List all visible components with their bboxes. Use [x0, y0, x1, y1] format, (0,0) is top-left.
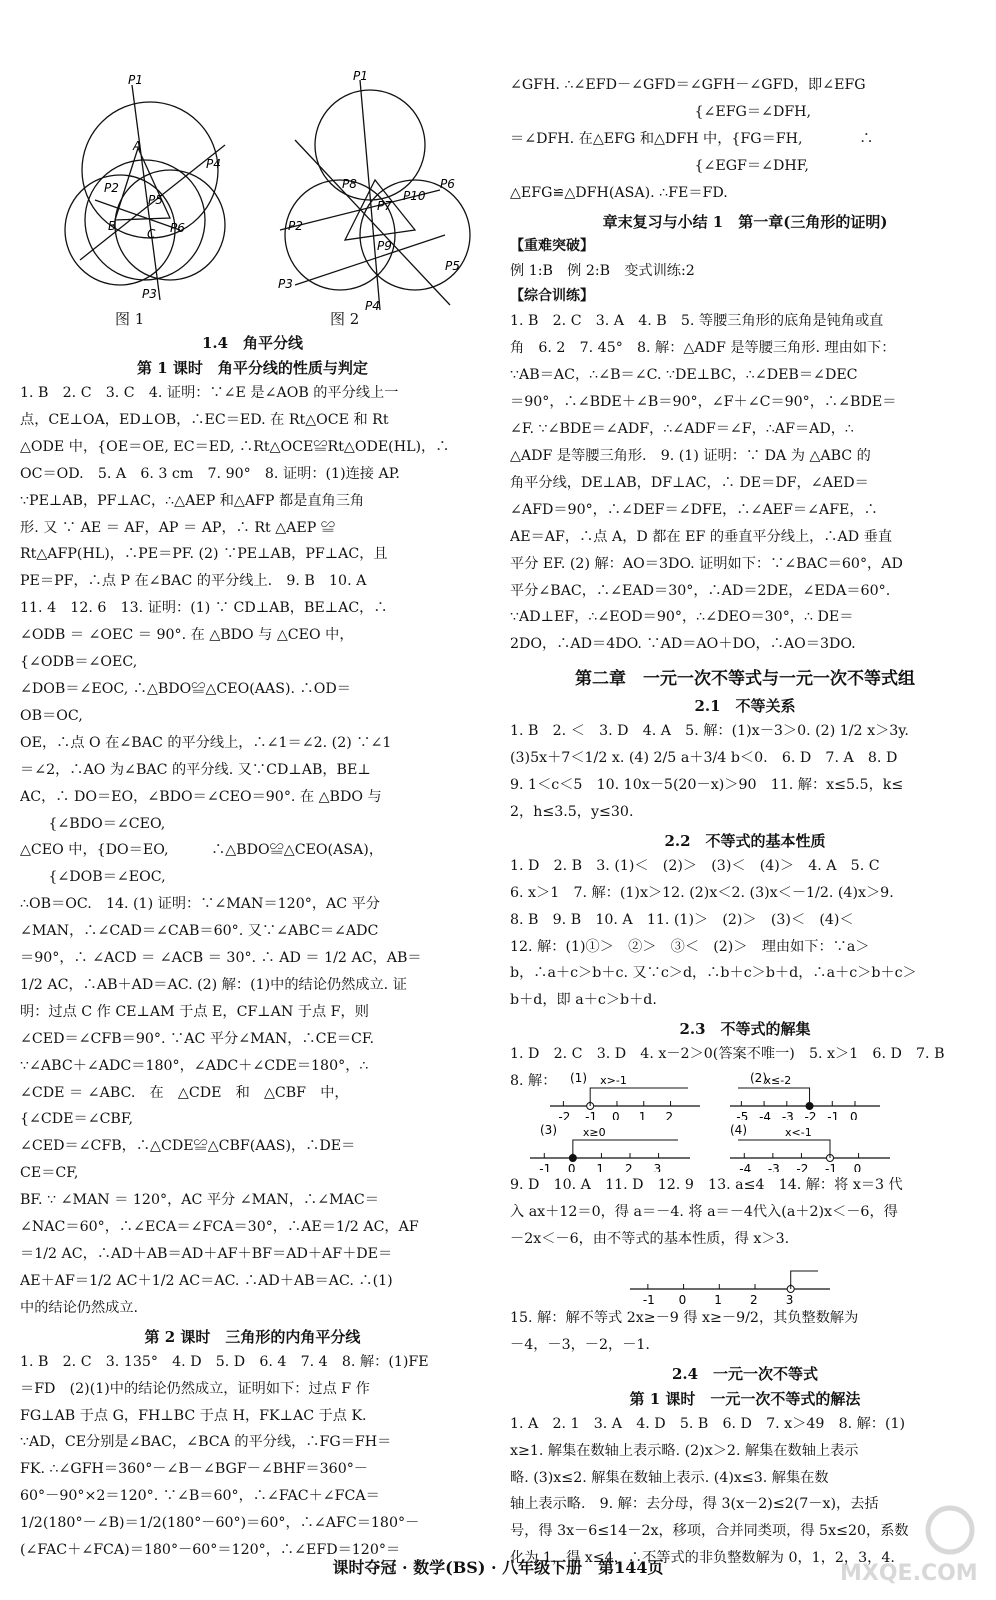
lesson-1-line: ∴OB＝OC. 14. (1) 证明：∵∠MAN＝120°，AC 平分 [20, 896, 380, 913]
figure-1-caption: 图 1 [115, 310, 145, 328]
lesson-1-title: 第 1 课时 角平分线的性质与判定 [137, 359, 368, 377]
watermark-logo [830, 1490, 980, 1590]
lesson-1-line: PE＝PF，∴点 P 在∠BAC 的平分线上. 9. B 10. A [20, 573, 367, 590]
number-lines-1-2 [510, 1068, 980, 1120]
tick-label: 0 [850, 1110, 858, 1121]
lesson-1-line: ∵∠ABC＋∠ADC＝180°，∠ADC＋∠CDE＝180°，∴ [20, 1057, 369, 1074]
review-line: 1. B 2. C 3. A 4. B 5. 等腰三角形的底角是钝角或直 [510, 313, 884, 330]
section-2-2-title: 2.2 不等式的基本性质 [664, 831, 826, 850]
figure-2 [280, 80, 470, 310]
fig2-point-label: P7 [377, 199, 392, 213]
fig2-point-label: P5 [445, 259, 460, 273]
review-answers [510, 308, 980, 658]
fig2-point-label: P4 [365, 299, 380, 310]
lesson-1-line: ∠CDE ＝ ∠ABC. 在 △CDE 和 △CBF 中， [20, 1084, 349, 1101]
lesson-2-answers [20, 1349, 485, 1564]
section-2-2-line: 12. 解：(1)①＞ ②＞ ③＜ (2)＞ 理由如下：∵a＞ [510, 938, 870, 955]
fig2-point-label: P2 [288, 219, 303, 233]
continued-answers [510, 72, 980, 207]
section-2-2-line: 1. D 2. B 3. (1)＜ (2)＞ (3)＜ (4)＞ 4. A 5. C [510, 857, 880, 874]
tick-label: 3 [653, 1162, 662, 1173]
lesson-1-line: ＝90°，∴ ∠ACD ＝ ∠ACB ＝ 30°. ∴ AD ＝ 1/2 AC，AB＝ [20, 950, 422, 967]
section-2-2-line: b＋d，即 a＋c＞b＋d. [510, 992, 657, 1009]
fig2-point-label: P6 [440, 177, 455, 191]
tag-key-points: 【重难突破】 [510, 237, 594, 254]
tick-label: 0 [678, 1292, 687, 1305]
review-line: ∵AD⊥EF，∴∠EOD＝90°，∴∠DEO＝30°，∴ DE＝ [510, 609, 854, 626]
continued-line: ＝∠DFH. 在△EFG 和△DFH 中，{FG＝FH, ∴ [510, 130, 874, 147]
review-line: 角 6. 2 7. 45° 8. 解：△ADF 是等腰三角形. 理由如下： [510, 340, 896, 357]
section-2-3-after-line: 15. 解：解不等式 2x≥－9 得 x≥－9/2，其负整数解为 [510, 1309, 859, 1326]
tick-label: 0 [611, 1110, 620, 1121]
lesson-2-line: 1. B 2. C 3. 135° 4. D 5. D 6. 4 7. 4 8. 解：(1)FE [20, 1353, 429, 1370]
tick-label: 2 [665, 1110, 674, 1121]
tick-label: 0 [853, 1162, 862, 1173]
solution-range [590, 1088, 688, 1106]
lesson-1-line: {∠DOB＝∠EOC, [20, 869, 166, 886]
lesson-1-line: CE＝CF, [20, 1165, 79, 1182]
numline-4-label: (4) [730, 1123, 747, 1138]
solution-range [791, 1271, 818, 1289]
solution-range [573, 1140, 678, 1158]
number-line-n5 [630, 1271, 830, 1305]
review-line: ∠AFD＝90°，∴∠DEF＝∠DFE，∴∠AEF＝∠AFE，∴ [510, 501, 878, 518]
lesson-1-line: Rt△AFP(HL)，∴PE＝PF. (2) ∵PE⊥AB，PF⊥AC，且 [20, 546, 388, 563]
lesson-2-line: (∠FAC＋∠FCA)＝180°－60°＝120°，∴∠EFD＝120°＝ [20, 1542, 401, 1559]
lesson-1-line: 形. 又 ∵ AE ＝ AF，AP ＝ AP，∴ Rt △AEP ≌ [20, 519, 336, 536]
number-lines-row-1 [510, 1068, 980, 1120]
section-2-3-title: 2.3 不等式的解集 [679, 1020, 811, 1039]
tick-label: -2 [558, 1110, 571, 1121]
lesson-1-line: 点，CE⊥OA，ED⊥OB，∴EC＝ED. 在 Rt△OCE 和 Rt [20, 411, 389, 428]
lesson-1-line: △ODE 中，{OE＝OE, EC＝ED, ∴Rt△OCE≌Rt△ODE(HL)，∴ [20, 438, 450, 455]
tick-label: 1 [596, 1162, 605, 1173]
tick-label: -1 [539, 1162, 552, 1173]
tick-label: 1 [638, 1110, 647, 1121]
section-2-3-line: －2x＜－6，由不等式的基本性质，得 x＞3. [510, 1231, 790, 1247]
numline-3-label: (3) [540, 1123, 557, 1138]
q8-label: 8. 解： [510, 1073, 557, 1090]
svg-text:MXQE.COM: MXQE.COM [840, 1561, 978, 1586]
fig1-point-label: P2 [104, 181, 119, 195]
number-line-row-3 [510, 1253, 980, 1305]
section-2-4-line: 1. A 2. 1 3. A 4. D 5. B 6. D 7. x＞49 8. 解：(1) [510, 1415, 906, 1432]
review-line: 角平分线，DE⊥AB，DF⊥AC，∴ DE＝DF，∠AED＝ [510, 474, 869, 491]
review-line: △ADF 是等腰三角形. 9. (1) 证明：∵ DA 为 △ABC 的 [510, 447, 871, 464]
figure-1 [65, 85, 225, 300]
lesson-2-line: FG⊥AB 于点 G，FH⊥BC 于点 H，FK⊥AC 于点 K. [20, 1407, 367, 1424]
lesson-1-line: 1. B 2. C 3. C 4. 证明：∵∠E 是∠AOB 的平分线上一 [20, 385, 399, 401]
lesson-1-line: AE＋AF＝1/2 AC＋1/2 AC＝AC. ∴AD＋AB＝AC. ∴(1) [20, 1272, 393, 1289]
page-footer: 课时夺冠 · 数学(BS) · 八年级下册 第144页 [332, 1558, 664, 1577]
lesson-1-line: ∠DOB＝∠EOC, ∴△BDO≌△CEO(AAS). ∴OD＝ [20, 680, 351, 697]
section-2-1-line: (3)5x＋7＜1/2 x. (4) 2/5 a＋3/4 b＜0. 6. D 7. A 8. D [510, 750, 898, 767]
fig1-point-label: P5 [148, 193, 163, 207]
section-2-4-title: 2.4 一元一次不等式 [671, 1364, 819, 1383]
fig2-point-label: P3 [278, 277, 293, 291]
lesson-1-line: ∵PE⊥AB，PF⊥AC，∴△AEP 和△AFP 都是直角三角 [20, 492, 365, 509]
lesson-1-line: 11. 4 12. 6 13. 证明：(1) ∵ CD⊥AB，BE⊥AC，∴ [20, 600, 388, 617]
tick-label: 2 [625, 1162, 633, 1173]
number-lines-row-2 [510, 1120, 980, 1172]
solution-range [738, 1088, 810, 1106]
lesson-2-line: 1/2(180°－∠B)＝1/2(180°－60°)＝60°，∴∠AFC＝180°－ [20, 1515, 420, 1532]
figures [20, 70, 485, 328]
section-2-3-answers [510, 1172, 980, 1253]
tick-label: -3 [767, 1162, 780, 1173]
tick-label: -1 [642, 1292, 655, 1305]
numline-1-label: (1) [570, 1071, 587, 1086]
section-2-3-line: 入 ax＋12＝0，得 a＝－4. 将 a＝－4代入(a＋2)x＜－6，得 [510, 1204, 898, 1221]
review-line: ∠F. ∵∠BDE＝∠ADF，∴∠ADF＝∠F，∴AF＝AD，∴ [510, 421, 854, 438]
tick-label: -4 [759, 1110, 772, 1121]
review-line: ∵AB＝AC，∴∠B＝∠C. ∵DE⊥BC，∴∠DEB＝∠DEC [510, 367, 858, 384]
fig2-point-label: P10 [403, 189, 426, 203]
figure-2-caption: 图 2 [330, 310, 360, 328]
section-2-1-line: 1. B 2. ＜ 3. D 4. A 5. 解：(1)x－3＞0. (2) 1/2 x＞3y. [510, 723, 909, 740]
section-2-2-line: b，∴a＋c＞b＋c. 又∵c＞d，∴b＋c＞b＋d，∴a＋c＞b＋c＞ [510, 965, 917, 982]
geometry-figures [20, 70, 485, 310]
lesson-2-line: FK. ∴∠GFH＝360°－∠B－∠BGF－∠BHF＝360°－ [20, 1461, 368, 1478]
tick-label: -1 [585, 1110, 598, 1121]
lesson-1-line: {∠ODB＝∠OEC, [20, 654, 138, 671]
section-2-4-line: 号，得 3x－6≤14－2x，移项，合并同类项，得 5x≤20，系数 [510, 1523, 909, 1540]
continued-line: {∠EGF＝∠DHF, [510, 157, 809, 174]
tick-label: 3 [785, 1292, 794, 1305]
continued-line: ∠GFH. ∴∠EFD－∠GFD＝∠GFH－∠GFD，即∠EFG [510, 77, 866, 93]
section-2-1-line: 9. 1＜c＜5 10. 10x－5(20－x)＞90 11. 解：x≤5.5，k≤ [510, 777, 904, 794]
fig2-point-label: P8 [342, 177, 357, 191]
right-column [510, 72, 980, 1572]
lesson-1-line: AC，∴ DO＝EO，∠BDO＝∠CEO＝90°. 在 △BDO 与 [20, 788, 382, 805]
section-2-4-line: 化为 1，得 x≤4，∴不等式的非负整数解为 0，1，2，3，4. [510, 1550, 895, 1567]
review-title: 章末复习与小结 1 第一章(三角形的证明) [602, 212, 888, 231]
lesson-1-line: ∠CED＝∠CFB，∴△CDE≌△CBF(AAS)，∴DE＝ [20, 1138, 356, 1155]
tick-label: -5 [736, 1110, 749, 1121]
lesson-1-line: ∠CED＝∠CFB＝90°. ∵AC 平分∠MAN，∴CE＝CF. [20, 1030, 375, 1047]
inequality-label: x>-1 [600, 1074, 627, 1088]
section-title-1-4: 1.4 角平分线 [201, 334, 304, 352]
lesson-1-line: 1/2 AC，∴AB＋AD＝AC. (2) 解：(1)中的结论仍然成立. 证 [20, 976, 407, 993]
tick-label: -3 [781, 1110, 794, 1121]
lesson-1-line: △CEO 中，{DO＝EO, ∴△BDO≌△CEO(ASA)， [20, 842, 384, 859]
chapter-2-title: 第二章 一元一次不等式与一元一次不等式组 [575, 669, 915, 690]
section-2-1-line: 2，h≤3.5，y≤30. [510, 803, 634, 820]
tick-label: 1 [714, 1292, 722, 1305]
fig1-point-label: C [147, 227, 156, 241]
fig1-point-label: B [108, 219, 117, 233]
lesson-2-line: ＝FD (2)(1)中的结论仍然成立，证明如下：过点 F 作 [20, 1380, 370, 1397]
fig1-point-label: A [133, 139, 142, 153]
lesson-1-line: OE，∴点 O 在∠BAC 的平分线上，∴∠1＝∠2. (2) ∵∠1 [20, 734, 392, 751]
tick-label: 0 [567, 1162, 576, 1173]
tick-label: 2 [750, 1292, 758, 1305]
review-line: AE＝AF，∴点 A，D 都在 EF 的垂直平分线上，∴AD 垂直 [510, 528, 893, 545]
lesson-1-line: ∠ODB ＝ ∠OEC ＝ 90°. 在 △BDO 与 △CEO 中， [20, 627, 354, 644]
numline-2-label: (2) [750, 1071, 767, 1086]
review-line: ＝90°，∴∠BDE＋∠B＝90°，∠F＋∠C＝90°，∴∠BDE＝ [510, 394, 897, 411]
lesson-1-line: BF. ∵ ∠MAN ＝ 120°，AC 平分 ∠MAN，∴∠MAC＝ [20, 1192, 379, 1209]
tick-label: -4 [739, 1162, 752, 1173]
lesson-1-line: ＝1/2 AC，∴AD＋AB＝AD＋AF＋BF＝AD＋AF＋DE＝ [20, 1246, 393, 1262]
section-2-4-line: x≥1. 解集在数轴上表示略. (2)x＞2. 解集在数轴上表示 [510, 1442, 859, 1459]
review-line: 平分∠BAC，∴∠EAD＝30°，∴AD＝2DE，∠EDA＝60°. [510, 582, 891, 599]
section-2-1-answers [510, 718, 980, 826]
fig1-point-label: P1 [128, 73, 143, 87]
fig1-point-label: P4 [206, 157, 221, 171]
lesson-1-line: {∠CDE＝∠CBF, [20, 1111, 133, 1128]
section-2-4-lesson: 第 1 课时 一元一次不等式的解法 [629, 1389, 861, 1408]
review-line: 平分 EF. (2) 解：AO＝3DO. 证明如下：∵∠BAC＝60°，AD [510, 555, 903, 572]
lesson-1-line: 中的结论仍然成立. [20, 1299, 139, 1316]
lesson-1-line: ＝∠2，∴AO 为∠BAC 的平分线. 又∵CD⊥AB，BE⊥ [20, 761, 371, 778]
continued-line: {∠EFG＝∠DFH, [510, 103, 812, 120]
section-2-3-after-line: －4，－3，－2，－1. [510, 1336, 650, 1353]
fig2-point-label: P9 [377, 239, 392, 253]
section-2-3-answers-cont [510, 1305, 980, 1359]
tick-label: -2 [804, 1110, 817, 1121]
fig1-point-label: P3 [142, 287, 157, 301]
section-2-2-answers [510, 853, 980, 1014]
inequality-label: x<-1 [785, 1126, 812, 1140]
inequality-label: x≥0 [582, 1126, 606, 1140]
review-line: 2DO，∴AD＝4DO. ∵AD＝AO＋DO，∴AO＝3DO. [510, 636, 856, 653]
lesson-1-line: 明：过点 C 作 CE⊥AM 于点 E，CF⊥AN 于点 F，则 [20, 1003, 369, 1020]
lesson-2-title: 第 2 课时 三角形的内角平分线 [144, 1327, 361, 1346]
tick-label: -1 [825, 1162, 837, 1173]
section-2-4-line: 轴上表示略. 9. 解：去分母，得 3(x－2)≤2(7－x)，去括 [510, 1496, 879, 1513]
lesson-1-line: ∠NAC＝60°，∴∠ECA＝∠FCA＝30°，∴AE＝1/2 AC，AF [20, 1219, 419, 1236]
section-2-2-line: 6. x＞1 7. 解：(1)x＞12. (2)x＜2. (3)x＜－1/2. (4)x＞9. [510, 884, 894, 901]
lesson-1-line: ∠MAN，∴∠CAD＝∠CAB＝60°. 又∵∠ABC＝∠ADC [20, 923, 379, 940]
continued-line: △EFG≌△DFH(ASA). ∴FE＝FD. [510, 184, 728, 201]
lesson-1-line: OC＝OD. 5. A 6. 3 cm 7. 90° 8. 证明：(1)连接 AP. [20, 465, 400, 482]
number-line-5 [510, 1253, 980, 1305]
section-2-1-title: 2.1 不等关系 [694, 697, 796, 716]
fig1-point-label: P6 [170, 221, 185, 235]
inequality-label: x≤-2 [764, 1074, 792, 1088]
number-line-n4 [730, 1126, 890, 1172]
lesson-1-answers [20, 380, 485, 1322]
lesson-2-line: ∵AD，CE分别是∠BAC，∠BCA 的平分线，∴FG＝FH＝ [20, 1434, 392, 1451]
section-2-3-line: 9. D 10. A 11. D 12. 9 13. a≤4 14. 解：将 x＝3 代 [510, 1177, 903, 1194]
fig2-point-label: P1 [353, 70, 368, 83]
tag-comprehensive: 【综合训练】 [510, 288, 594, 305]
section-2-3-line-1: 1. D 2. C 3. D 4. x－2＞0(答案不唯一) 5. x＞1 6. D 7. B [510, 1046, 945, 1063]
lesson-1-line: {∠BDO＝∠CEO, [20, 815, 166, 832]
left-column [20, 70, 485, 1564]
lesson-1-line: OB＝OC, [20, 707, 83, 724]
section-2-2-line: 8. B 9. B 10. A 11. (1)＞ (2)＞ (3)＜ (4)＜ [510, 911, 854, 928]
section-2-4-line: 略. (3)x≤2. 解集在数轴上表示. (4)x≤3. 解集在数 [510, 1469, 829, 1486]
solution-range [738, 1140, 830, 1158]
lesson-2-line: 60°－90°×2＝120°. ∵∠B＝60°，∴∠FAC＋∠FCA＝ [20, 1488, 380, 1505]
number-lines-3-4 [510, 1120, 980, 1172]
tick-label: -1 [827, 1110, 840, 1121]
review-line: 例 1:B 例 2:B 变式训练:2 [510, 262, 695, 279]
tick-label: -2 [796, 1162, 809, 1173]
